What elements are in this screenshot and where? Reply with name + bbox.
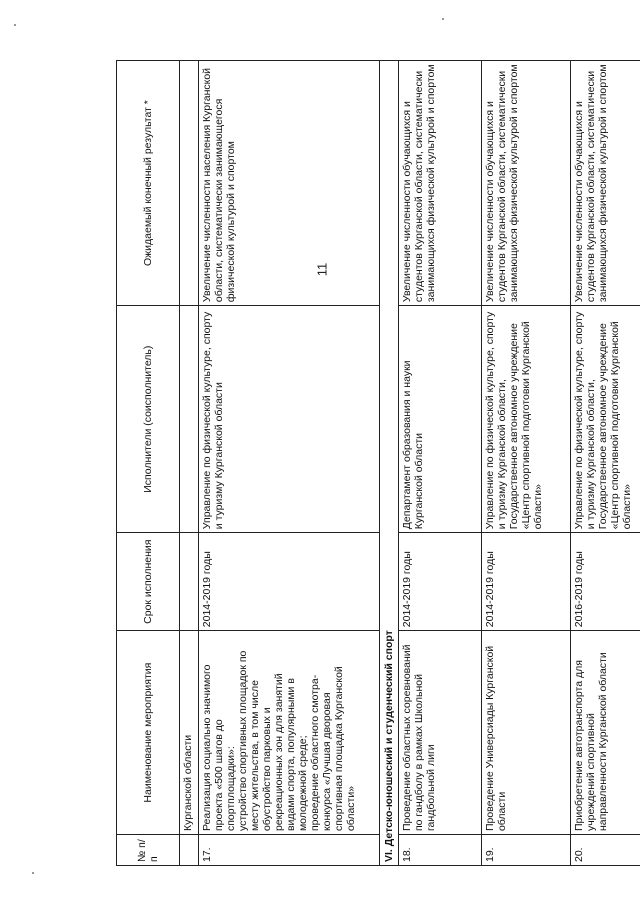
cell-name: Курганской области: [180, 631, 199, 835]
scan-speck: [442, 18, 444, 20]
cell-name: Приобретение автотранспорта для учреждений спортивной направленности Курганской области: [571, 631, 640, 835]
scan-speck: [14, 24, 16, 26]
cell-executors: Управление по физической культуре, спорту и туризму Курганской области, Государственное автономное учреждение «Центр спортивной подготовки Курганской области»: [571, 306, 640, 533]
cell-result: Увеличение численности обучающихся и студентов Курганской области, систематически занимающихся физической культурой и спортом: [482, 61, 571, 306]
cell-name: Проведение областных соревнований по гандболу в рамках Школьной гандбольной лиги: [399, 631, 482, 835]
table-row: [399, 61, 482, 866]
header-executors: Исполнители (соисполнитель): [117, 306, 180, 533]
page-number: 11: [314, 262, 330, 277]
cell-term: 2014-2019 годы: [399, 533, 482, 631]
cell-num: [180, 835, 199, 866]
table-row: [199, 61, 380, 866]
table-row: [571, 61, 640, 866]
header-term: Срок исполнения: [117, 533, 180, 631]
header-result: Ожидаемый конечный результат *: [117, 61, 180, 306]
cell-num: 19.: [482, 835, 571, 866]
cell-result: [180, 61, 199, 306]
cell-term: 2016-2019 годы: [571, 533, 640, 631]
cell-executors: [180, 306, 199, 533]
cell-term: 2014-2019 годы: [482, 533, 571, 631]
cell-term: 2014-2019 годы: [199, 533, 380, 631]
header-num: № п/п: [117, 835, 180, 866]
cell-term: [180, 533, 199, 631]
cell-executors: Управление по физической культуре, спорту и туризму Курганской области: [199, 306, 380, 533]
cell-num: 17.: [199, 835, 380, 866]
cell-num: 20.: [571, 835, 640, 866]
cell-executors: Управление по физической культуре, спорту и туризму Курганской области, Государственное автономное учреждение «Центр спортивной подготовки Курганской области»: [482, 306, 571, 533]
cell-result: Увеличение численности обучающихся и студентов Курганской области, систематически занимающихся физической культурой и спортом: [399, 61, 482, 306]
cell-executors: Департамент образования и науки Курганской области: [399, 306, 482, 533]
cell-name: Реализация социально значимого проекта «500 шагов до спортплощадки»: устройство спортивных площадок по месту жительства, в том числе обустройство парковых и рекреационных зон для занятий видами спорта, популярными в молодежной среде; проведение областного смотра-конкурса «Лучшая дворовая спортивная площадка Курганской области»: [199, 631, 380, 835]
continuation-row: [180, 61, 199, 866]
scan-speck: [32, 872, 34, 874]
cell-result: Увеличение численности населения Курганской области, систематически занимающегося физической культурой и спортом: [199, 61, 380, 306]
section-row: [380, 61, 399, 866]
cell-result: Увеличение численности обучающихся и студентов Курганской области, систематически занимающихся физической культурой и спортом: [571, 61, 640, 306]
cell-num: 18.: [399, 835, 482, 866]
section-title: VI. Детско-юношеский и студенческий спорт: [380, 61, 399, 866]
table-header-row: [117, 61, 180, 866]
table-row: [482, 61, 571, 866]
events-table: [116, 60, 640, 866]
header-name: Наименование мероприятия: [117, 631, 180, 835]
cell-name: Проведение Универсиады Курганской области: [482, 631, 571, 835]
rotated-table-container: [116, 60, 633, 866]
